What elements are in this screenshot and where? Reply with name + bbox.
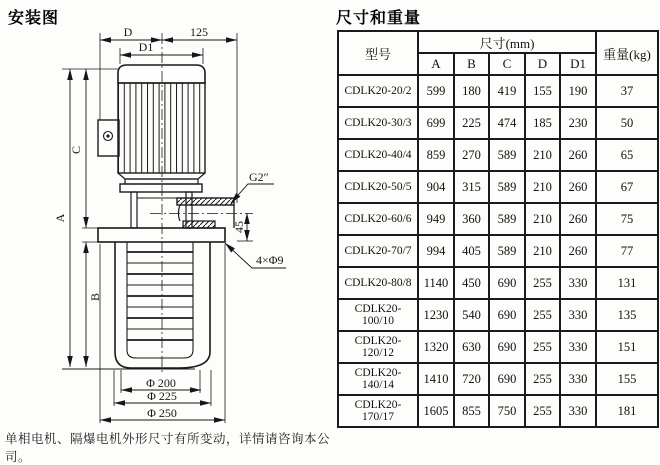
col-header-model: 型号: [338, 31, 418, 75]
dia-label-200: Φ 200: [146, 376, 176, 390]
value-cell: 260: [560, 203, 596, 235]
value-cell: 589: [489, 171, 525, 203]
value-cell: 131: [596, 267, 658, 299]
value-cell: 210: [525, 203, 560, 235]
table-row: [338, 107, 658, 139]
col-header-c: C: [489, 53, 525, 75]
model-cell: CDLK20-30/3: [338, 107, 418, 139]
value-cell: 151: [596, 331, 658, 363]
value-cell: 859: [418, 139, 454, 171]
dimensions-weight-title: 尺寸和重量: [336, 8, 422, 27]
mounting-flange: [82, 228, 225, 242]
value-cell: 255: [525, 267, 560, 299]
col-header-weight: 重量(kg): [596, 31, 658, 75]
value-cell: 419: [489, 75, 525, 107]
value-cell: 260: [560, 235, 596, 267]
value-cell: 260: [560, 171, 596, 203]
col-header-b: B: [454, 53, 489, 75]
table-row: [338, 139, 658, 171]
value-cell: 474: [489, 107, 525, 139]
value-cell: 994: [418, 235, 454, 267]
table-row: [338, 395, 658, 427]
model-cell: CDLK20-120/12: [338, 331, 418, 363]
table-row: [338, 331, 658, 363]
value-cell: 330: [560, 299, 596, 331]
value-cell: 190: [560, 75, 596, 107]
pump-barrel: [62, 242, 210, 369]
dim-label-b: B: [88, 292, 102, 302]
value-cell: 949: [418, 203, 454, 235]
value-cell: 270: [454, 139, 489, 171]
value-cell: 1230: [418, 299, 454, 331]
value-cell: 1605: [418, 395, 454, 427]
dimensions-table: [337, 30, 659, 428]
table-row: [338, 363, 658, 395]
value-cell: 225: [454, 107, 489, 139]
value-cell: 155: [596, 363, 658, 395]
pump-installation-drawing: [0, 0, 330, 452]
value-cell: 210: [525, 235, 560, 267]
value-cell: 65: [596, 139, 658, 171]
dim-label-d1: D1: [138, 40, 154, 54]
value-cell: 699: [418, 107, 454, 139]
value-cell: 750: [489, 395, 525, 427]
model-cell: CDLK20-20/2: [338, 75, 418, 107]
value-cell: 181: [596, 395, 658, 427]
bolt-holes-label: 4×Φ9: [256, 253, 284, 267]
value-cell: 37: [596, 75, 658, 107]
installation-diagram-title: 安装图: [8, 8, 60, 27]
thread-label-g2: G2″: [249, 170, 269, 184]
dim-label-a: A: [53, 213, 67, 223]
model-cell: CDLK20-100/10: [338, 299, 418, 331]
value-cell: 360: [454, 203, 489, 235]
value-cell: 599: [418, 75, 454, 107]
value-cell: 690: [489, 267, 525, 299]
value-cell: 589: [489, 235, 525, 267]
value-cell: 135: [596, 299, 658, 331]
value-cell: 1410: [418, 363, 454, 395]
value-cell: 75: [596, 203, 658, 235]
value-cell: 630: [454, 331, 489, 363]
model-cell: CDLK20-40/4: [338, 139, 418, 171]
value-cell: 690: [489, 363, 525, 395]
value-cell: 155: [525, 75, 560, 107]
footnote-text: 单相电机、隔爆电机外形尺寸有所变动，详情请咨询本公司。: [5, 431, 331, 464]
dim-label-45: 45: [232, 221, 246, 233]
table-row: [338, 235, 658, 267]
model-cell: CDLK20-70/7: [338, 235, 418, 267]
table-row: [338, 203, 658, 235]
value-cell: 210: [525, 171, 560, 203]
value-cell: 230: [560, 107, 596, 139]
table-row: [338, 75, 658, 107]
value-cell: 77: [596, 235, 658, 267]
value-cell: 330: [560, 363, 596, 395]
value-cell: 255: [525, 395, 560, 427]
model-cell: CDLK20-140/14: [338, 363, 418, 395]
value-cell: 855: [454, 395, 489, 427]
value-cell: 589: [489, 139, 525, 171]
dimensions-table-body: [338, 75, 658, 427]
value-cell: 255: [525, 299, 560, 331]
table-row: [338, 171, 658, 203]
motor-body: [118, 65, 205, 192]
value-cell: 50: [596, 107, 658, 139]
value-cell: 330: [560, 331, 596, 363]
table-row: [338, 299, 658, 331]
value-cell: 255: [525, 363, 560, 395]
col-header-d: D: [525, 53, 560, 75]
col-header-d1: D1: [560, 53, 596, 75]
dim-label-125: 125: [190, 25, 208, 39]
value-cell: 67: [596, 171, 658, 203]
model-cell: CDLK20-60/6: [338, 203, 418, 235]
dia-label-250: Φ 250: [147, 406, 177, 420]
terminal-box: [98, 120, 119, 156]
value-cell: 185: [525, 107, 560, 139]
table-row: [338, 267, 658, 299]
col-header-a: A: [418, 53, 454, 75]
value-cell: 690: [489, 299, 525, 331]
col-header-dims-group: 尺寸(mm): [418, 31, 596, 53]
model-cell: CDLK20-50/5: [338, 171, 418, 203]
table-header: [338, 31, 658, 75]
value-cell: 1140: [418, 267, 454, 299]
dim-label-d: D: [123, 25, 133, 39]
value-cell: 720: [454, 363, 489, 395]
value-cell: 450: [454, 267, 489, 299]
value-cell: 330: [560, 395, 596, 427]
value-cell: 904: [418, 171, 454, 203]
model-cell: CDLK20-170/17: [338, 395, 418, 427]
model-cell: CDLK20-80/8: [338, 267, 418, 299]
value-cell: 260: [560, 139, 596, 171]
value-cell: 690: [489, 331, 525, 363]
value-cell: 255: [525, 331, 560, 363]
value-cell: 180: [454, 75, 489, 107]
value-cell: 210: [525, 139, 560, 171]
dia-label-225: Φ 225: [147, 389, 177, 403]
value-cell: 540: [454, 299, 489, 331]
value-cell: 1320: [418, 331, 454, 363]
value-cell: 315: [454, 171, 489, 203]
stage-lines: [127, 252, 193, 340]
dim-label-c: C: [69, 145, 83, 155]
value-cell: 405: [454, 235, 489, 267]
value-cell: 330: [560, 267, 596, 299]
value-cell: 589: [489, 203, 525, 235]
